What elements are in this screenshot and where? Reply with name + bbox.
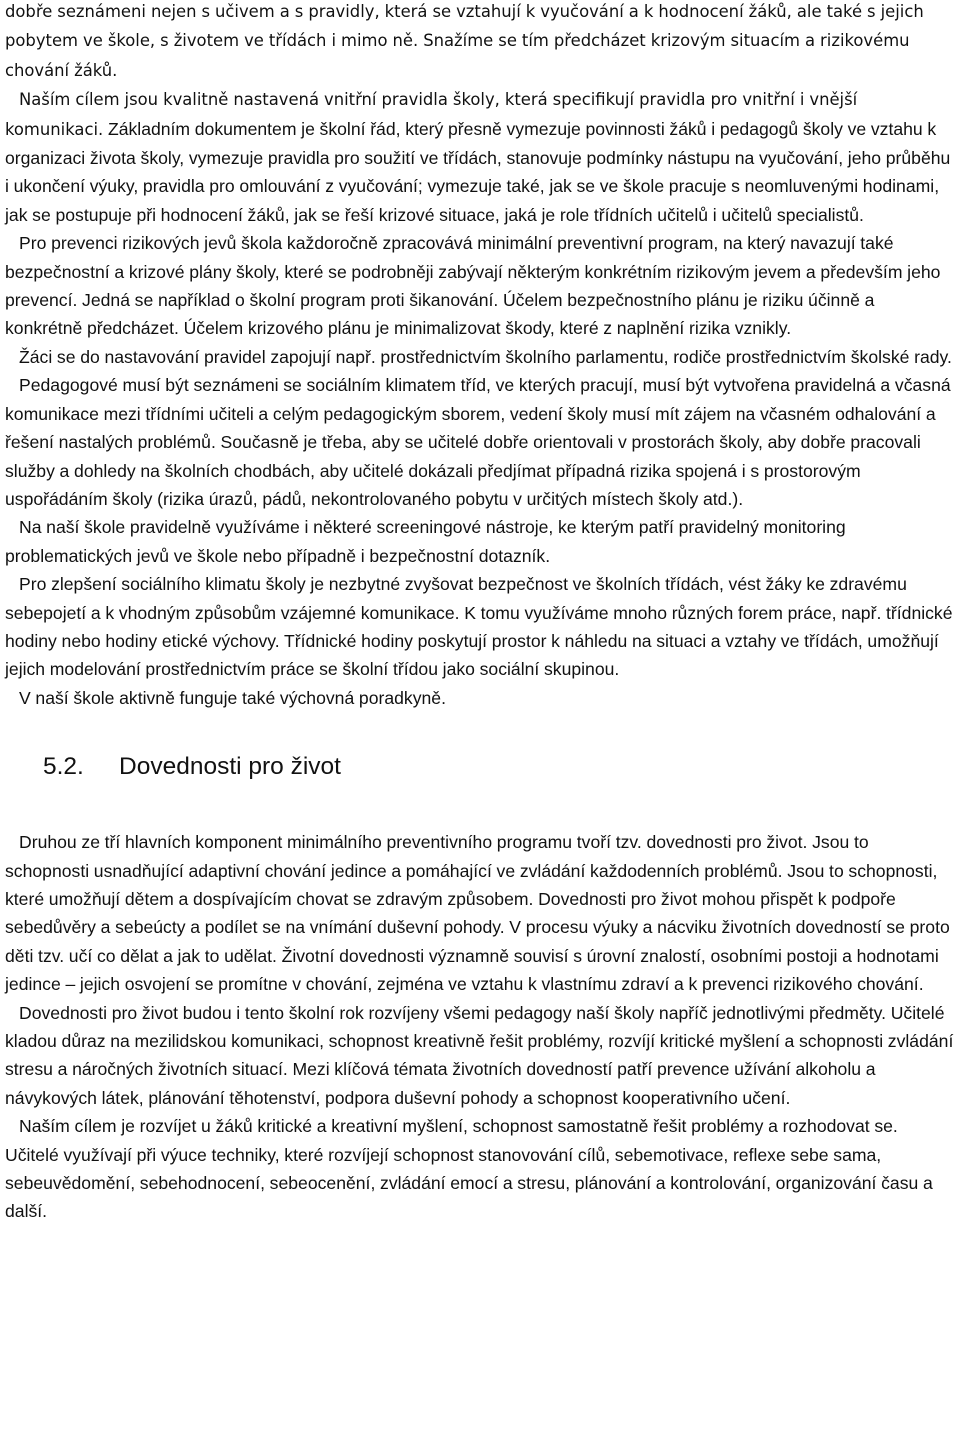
paragraph-pupils-familiarity bbox=[5, 0, 955, 85]
paragraph-life-skills-teachers: Dovednosti pro život budou i tento školní rok rozvíjeny všemi pedagogy naší školy napříč jednotlivými předměty. Učitelé kladou důraz na mezilidskou komunikaci, schopnost kreativně řešit problémy, rozvíjí kritické myšlení a schopnosti zvládání stresu a náročných životních situací. Mezi klíčová témata životních dovedností patří prevence užívání alkoholu a návykových látek, plánování těhotenství, podpora duševní pohody a schopnost kooperativního učení. bbox=[5, 1002, 954, 1108]
paragraph-text-school-rules: Základním dokumentem je školní řád, který přesně vymezuje povinnosti žáků i pedagogů školy ve vztahu k organizaci života školy, vymezuje pravidla pro soužití ve třídách, stanovuje podmínky nástupu na vyučování, jeho průběhu i ukončení výuky, pravidla pro omlouvání z vyučování; vymezuje také, jak se ve škole pracuje s neomluvenými hodinami, jak se postupuje při hodnocení žáků, jak se řeší krizové situace, jaká je role třídních učitelů i učitelů specialistů. bbox=[5, 118, 951, 225]
paragraph-internal-rules bbox=[5, 85, 955, 229]
section-title: Dovednosti pro život bbox=[119, 753, 341, 781]
paragraph-screening-tools: Na naší škole pravidelně využíváme i některé screeningové nástroje, ke kterým patří pravidelný monitoring problematických jevů ve škole nebo případně i bezpečnostní dotazník. bbox=[5, 517, 846, 566]
paragraph-teachers-climate: Pedagogové musí být seznámeni se sociálním klimatem tříd, ve kterých pracují, musí být vytvořena pravidelná a včasná komunikace mezi třídními učiteli a celým pedagogickým sborem, vedení školy musí mít zájem na včasném odhalování a řešení nastalých problémů. Současně je třeba, aby se učitelé dobře orientovali v prostorách školy, aby dobře pracovali služby a dohledy na školních chodbách, aby učitelé dokázali předjímat případná rizika spojená i s prostorovým uspořádáním školy (rizika úrazů, pádů, nekontrolovaného pobytu v určitých místech školy atd.). bbox=[5, 375, 951, 509]
document-page bbox=[5, 0, 955, 1226]
section-heading bbox=[5, 752, 955, 782]
paragraph-social-climate: Pro zlepšení sociálního klimatu školy je nezbytné zvyšovat bezpečnost ve školních třídách, vést žáky ke zdravému sebepojetí a k vhodným způsobům vzájemné komunikace. K tomu využíváme mnoho různých forem práce, např. třídnické hodiny nebo hodiny etické výchovy. Třídnické hodiny poskytují prostor k náhledu na situaci a vztahy ve třídách, umožňují jejich modelování prostřednictvím práce se školní třídou jako sociální skupinou. bbox=[5, 574, 953, 680]
paragraph-counselor: V naší škole aktivně funguje také výchovná poradkyně. bbox=[19, 687, 446, 708]
paragraph-pupils-involvement: Žáci se do nastavování pravidel zapojují např. prostřednictvím školního parlamentu, rodiče prostřednictvím školské rady. bbox=[19, 346, 952, 367]
paragraph-life-skills-goal: Naším cílem je rozvíjet u žáků kritické a kreativní myšlení, schopnost samostatně řešit problémy a rozhodovat se. Učitelé využívají při výuce techniky, které rozvíjejí schopnost stanovování cílů, sebemotivace, reflexe sebe sama, sebeuvědomění, sebehodnocení, sebeocenění, zvládání emocí a stresu, plánování a kontrolování, organizování času a další. bbox=[5, 1116, 933, 1222]
paragraph-life-skills-intro: Druhou ze tří hlavních komponent minimálního preventivního programu tvoří tzv. dovednosti pro život. Jsou to schopnosti usnadňující adaptivní chování jedince a pomáhající ve zvládání každodenních problémů. Jsou to schopnosti, které umožňují dětem a dospívajícím chovat se zdravým způsobem. Dovednosti pro život mohou přispět k podpoře sebedůvěry a sebeúcty a podílet se na vnímání duševní pohody. V procesu výuky a nácviku životních dovedností se proto děti tzv. učí co dělat a jak to udělat. Životní dovednosti významně souvisí s úrovní znalostí, osobními postoji a hodnotami jedince – jejich osvojení se promítne v chování, zejména ve vztahu k vlastnímu zdraví a k prevenci rizikového chování. bbox=[5, 832, 950, 995]
paragraph-text-goal: Naším cílem jsou kvalitně nastavená vnitřní pravidla školy, která specifikují pravidla pro vnitřní i vnější komunikaci. bbox=[5, 90, 858, 139]
paragraph-text: dobře seznámeni nejen s učivem a s pravidly, která se vztahují k vyučování a k hodnocení žáků, ale také s jejich pobytem ve škole, s životem ve třídách i mimo ně. Snažíme se tím předcházet krizovým situacím a rizikovému chování žáků. bbox=[5, 2, 924, 80]
paragraph-prevention-program: Pro prevenci rizikových jevů škola každoročně zpracovává minimální preventivní program, na který navazují také bezpečnostní a krizové plány školy, které se podrobněji zabývají některým konkrétním rizikovým jevem a především jeho prevencí. Jedná se například o školní program proti šikanování. Účelem bezpečnostního plánu je riziku účinně a konkrétně předcházet. Účelem krizového plánu je minimalizovat škody, které z naplnění rizika vznikly. bbox=[5, 233, 941, 339]
section-number: 5.2. bbox=[43, 753, 84, 781]
heading-spacer bbox=[5, 782, 955, 828]
